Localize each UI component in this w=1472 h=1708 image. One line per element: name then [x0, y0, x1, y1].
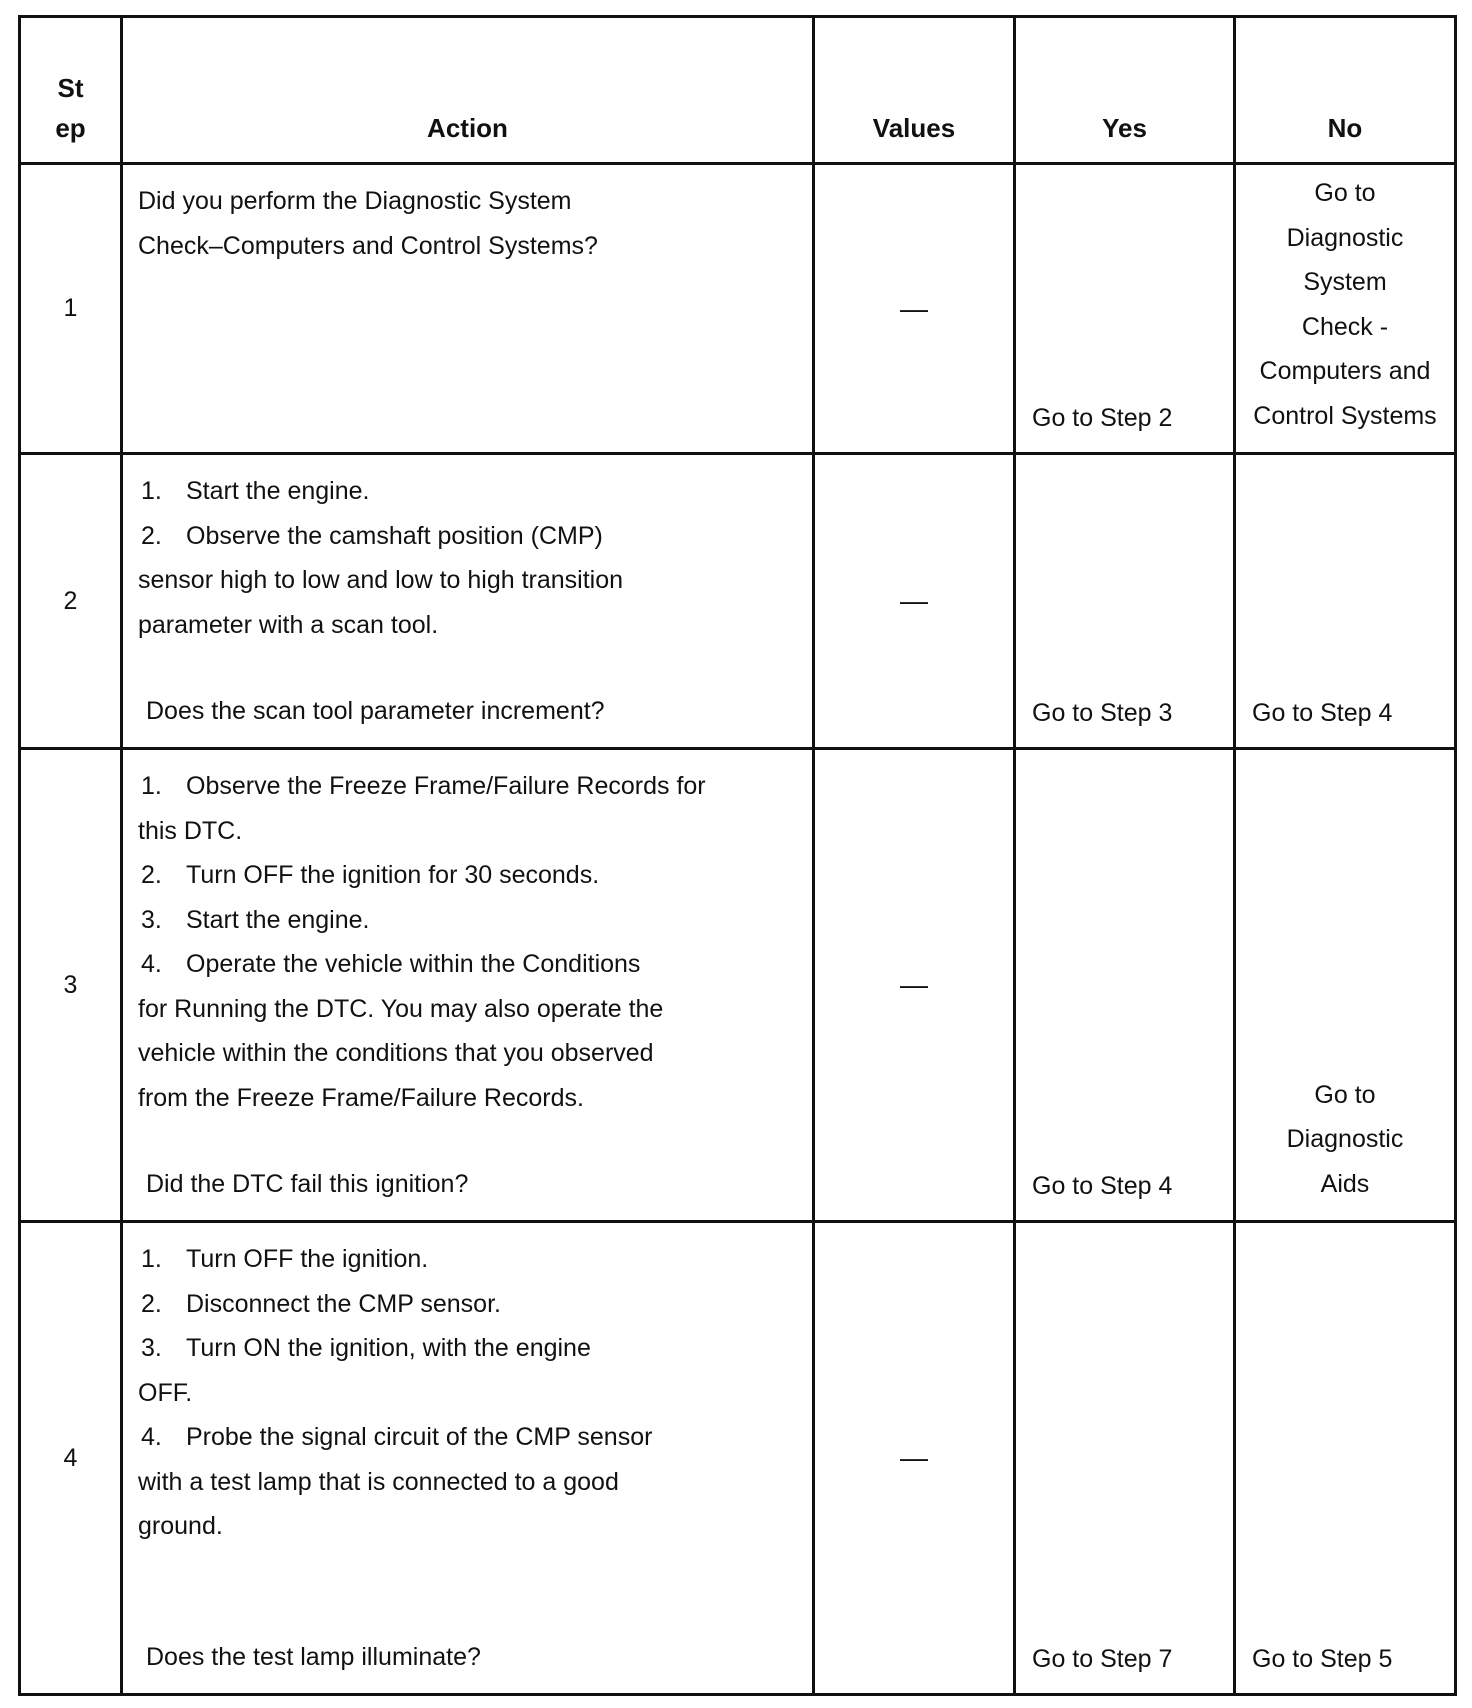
action-text: Observe the Freeze Frame/Failure Records for	[186, 772, 706, 800]
values-cell: —	[814, 1222, 1015, 1695]
action-item-number: 4.	[141, 950, 162, 978]
action-question: Did the DTC fail this ignition?	[146, 1169, 469, 1198]
no-line: Aids	[1320, 1169, 1370, 1198]
action-item-number: 2.	[141, 861, 162, 889]
action-text: ground.	[138, 1512, 223, 1540]
action-text: Start the engine.	[186, 477, 370, 505]
action-line	[138, 603, 802, 648]
no-line: Diagnostic	[1286, 223, 1404, 252]
action-item-number: 1.	[141, 477, 162, 505]
table-row	[20, 1222, 1456, 1695]
no-cell	[1235, 164, 1456, 454]
action-line	[138, 1031, 802, 1076]
no-line: Go to	[1314, 1080, 1376, 1109]
action-question: Does the test lamp illuminate?	[146, 1642, 481, 1671]
no-line: Diagnostic	[1286, 1125, 1404, 1153]
yes-cell: Go to Step 7	[1015, 1222, 1235, 1695]
action-item-number: 1.	[141, 772, 162, 800]
no-line: Go to	[1314, 179, 1376, 207]
action-item-number: 3.	[141, 905, 162, 934]
no-line: Go to Step 4	[1252, 699, 1393, 727]
action-line	[138, 942, 802, 987]
values-cell: —	[814, 749, 1015, 1222]
action-text: Check–Computers and Control Systems?	[138, 231, 598, 260]
diagnostic-table	[18, 15, 1457, 1696]
action-line	[138, 179, 802, 224]
header-step-line-1: St	[57, 73, 84, 103]
action-line	[138, 1076, 802, 1121]
header-yes: Yes	[1015, 17, 1235, 164]
action-cell	[122, 164, 814, 454]
yes-cell: Go to Step 4	[1015, 749, 1235, 1222]
action-text: sensor high to low and low to high transition	[138, 566, 624, 594]
no-cell	[1235, 1222, 1456, 1695]
header-values: Values	[814, 17, 1015, 164]
header-no: No	[1235, 17, 1456, 164]
action-text: Turn OFF the ignition.	[186, 1245, 429, 1273]
yes-cell: Go to Step 3	[1015, 454, 1235, 749]
no-line: Go to Step 5	[1252, 1645, 1393, 1673]
action-text: Turn OFF the ignition for 30 seconds.	[186, 861, 600, 889]
action-text: Turn ON the ignition, with the engine	[186, 1334, 591, 1362]
action-line	[138, 853, 802, 898]
action-line	[138, 469, 802, 514]
step-number: 3	[20, 749, 122, 1222]
action-text: Observe the camshaft position (CMP)	[186, 521, 603, 550]
action-line	[138, 1237, 802, 1282]
action-text: this DTC.	[138, 816, 243, 845]
table-row	[20, 164, 1456, 454]
no-cell	[1235, 454, 1456, 749]
action-cell	[122, 749, 814, 1222]
action-line	[138, 898, 802, 943]
action-text: parameter with a scan tool.	[138, 610, 439, 639]
yes-cell: Go to Step 2	[1015, 164, 1235, 454]
action-item-number: 4.	[141, 1423, 162, 1451]
action-text: Probe the signal circuit of the CMP sensor	[186, 1423, 653, 1451]
header-row	[20, 17, 1456, 164]
action-line	[138, 809, 802, 854]
values-cell: —	[814, 454, 1015, 749]
step-number: 1	[20, 164, 122, 454]
action-line	[138, 1371, 802, 1416]
action-line	[138, 1460, 802, 1505]
table-row	[20, 454, 1456, 749]
step-number: 4	[20, 1222, 122, 1695]
no-line: Computers and	[1259, 357, 1431, 385]
action-line	[138, 1415, 802, 1460]
action-line	[138, 1504, 802, 1549]
action-text: Did you perform the Diagnostic System	[138, 187, 572, 215]
action-line	[138, 1282, 802, 1327]
action-item-number: 1.	[141, 1245, 162, 1273]
action-line	[138, 987, 802, 1032]
action-text: Disconnect the CMP sensor.	[186, 1289, 501, 1318]
action-line	[138, 514, 802, 559]
table-row	[20, 749, 1456, 1222]
action-line	[138, 558, 802, 603]
header-step-line-2: ep	[55, 113, 86, 143]
action-item-number: 2.	[141, 1289, 162, 1318]
action-text: Operate the vehicle within the Conditions	[186, 950, 641, 978]
action-text: OFF.	[138, 1378, 193, 1407]
no-line: Check -	[1301, 312, 1389, 341]
action-cell	[122, 454, 814, 749]
action-text: vehicle within the conditions that you observed	[138, 1039, 654, 1067]
action-line	[138, 224, 802, 269]
header-action: Action	[122, 17, 814, 164]
no-cell	[1235, 749, 1456, 1222]
no-line: Control Systems	[1253, 401, 1437, 430]
action-text: from the Freeze Frame/Failure Records.	[138, 1083, 584, 1112]
action-item-number: 2.	[141, 521, 162, 550]
action-question: Does the scan tool parameter increment?	[146, 696, 605, 725]
action-text: with a test lamp that is connected to a good	[138, 1467, 619, 1496]
no-line: System	[1303, 268, 1387, 296]
action-text: for Running the DTC. You may also operate the	[138, 994, 664, 1023]
values-cell: —	[814, 164, 1015, 454]
action-item-number: 3.	[141, 1334, 162, 1362]
action-line	[138, 1326, 802, 1371]
step-number: 2	[20, 454, 122, 749]
action-line	[138, 764, 802, 809]
action-text: Start the engine.	[186, 905, 370, 934]
header-step	[20, 17, 122, 164]
action-cell	[122, 1222, 814, 1695]
